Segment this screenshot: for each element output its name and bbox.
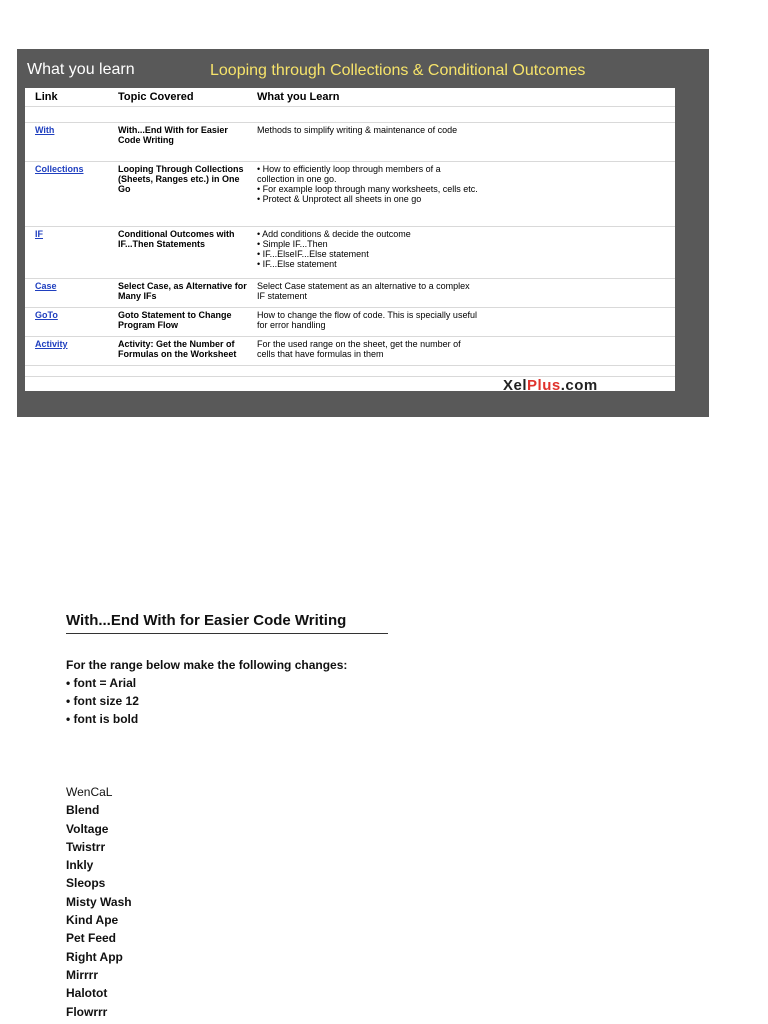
learn-line: Select Case statement as an alternative to a complex IF statement [257, 281, 470, 301]
learn-cell [257, 125, 479, 135]
name-cell[interactable]: WenCaL [66, 785, 113, 799]
banner-header [27, 59, 697, 87]
instruction-line: • font = Arial [66, 676, 137, 690]
name-cell[interactable]: Blend [66, 803, 100, 818]
header-link: Link [35, 91, 58, 103]
name-cell[interactable]: Twistrr [66, 839, 106, 854]
learn-cell [257, 164, 479, 204]
learn-line: For the used range on the sheet, get the number of cells that have formulas in them [257, 339, 461, 359]
table-row [25, 279, 675, 308]
table-row [25, 337, 675, 366]
name-cell[interactable]: Inkly [66, 858, 94, 873]
link-goto[interactable]: GoTo [35, 310, 58, 320]
learn-cell [257, 339, 479, 359]
instructions [66, 656, 347, 728]
table-row [25, 123, 675, 162]
learn-cell [257, 281, 479, 301]
table-header-row [25, 88, 675, 107]
link-collections[interactable]: Collections [35, 164, 84, 174]
topic-cell: Activity: Get the Number of Formulas on the Worksheet [118, 339, 237, 359]
banner-left-label: What you learn [27, 61, 135, 78]
topic-cell: Conditional Outcomes with IF...Then Statements [118, 229, 235, 249]
learn-line: • Simple IF...Then [257, 239, 328, 249]
link-case[interactable]: Case [35, 281, 57, 291]
logo-part: Xel [503, 377, 528, 394]
table-row [25, 227, 675, 279]
instruction-line: • font size 12 [66, 694, 139, 708]
header-banner [17, 49, 709, 417]
header-topic: Topic Covered [118, 91, 194, 103]
learn-cell [257, 310, 479, 330]
table-row [25, 308, 675, 337]
name-cell[interactable]: Halotot [66, 986, 108, 1001]
name-cell[interactable]: Flowrrr [66, 1004, 108, 1019]
name-cell[interactable]: Misty Wash [66, 894, 132, 909]
name-cell[interactable]: Sleops [66, 876, 106, 891]
instruction-line: For the range below make the following changes: [66, 658, 348, 672]
topic-cell: With...End With for Easier Code Writing [118, 125, 228, 145]
learn-cell [257, 229, 479, 269]
section-title: With...End With for Easier Code Writing [66, 612, 388, 634]
table-spacer-row [25, 107, 675, 123]
link-with[interactable]: With [35, 125, 55, 135]
name-cell[interactable]: Mirrrr [66, 967, 99, 982]
logo-part: .com [560, 377, 598, 394]
learn-line: Methods to simplify writing & maintenance of code [257, 125, 458, 135]
instruction-line: • font is bold [66, 712, 139, 726]
learn-line: • Protect & Unprotect all sheets in one go [257, 194, 422, 204]
logo-part: Plus [527, 377, 561, 394]
names-range [66, 783, 132, 1021]
name-cell[interactable]: Right App [66, 949, 123, 964]
learn-line: • For example loop through many worksheets, cells etc. [257, 184, 478, 194]
table-spacer-row [25, 366, 675, 377]
name-cell[interactable]: Pet Feed [66, 931, 117, 946]
learn-line: • How to efficiently loop through members of a collection in one go. [257, 164, 441, 184]
topic-cell: Select Case, as Alternative for Many IFs [118, 281, 247, 301]
topic-cell: Goto Statement to Change Program Flow [118, 310, 232, 330]
learn-line: How to change the flow of code. This is specially useful for error handling [257, 310, 477, 330]
banner-title: Looping through Collections & Conditional Outcomes [210, 62, 586, 79]
name-cell[interactable]: Voltage [66, 821, 109, 836]
header-learn: What you Learn [257, 91, 340, 103]
learn-line: • Add conditions & decide the outcome [257, 229, 411, 239]
table-row [25, 162, 675, 227]
topics-table [25, 88, 675, 394]
learn-line: • IF...Else statement [257, 259, 337, 269]
learn-line: • IF...ElseIF...Else statement [257, 249, 369, 259]
link-activity[interactable]: Activity [35, 339, 68, 349]
xelplus-logo [503, 377, 598, 394]
topic-cell: Looping Through Collections (Sheets, Ranges etc.) in One Go [118, 164, 244, 194]
name-cell[interactable]: Kind Ape [66, 913, 119, 928]
link-if[interactable]: IF [35, 229, 43, 239]
